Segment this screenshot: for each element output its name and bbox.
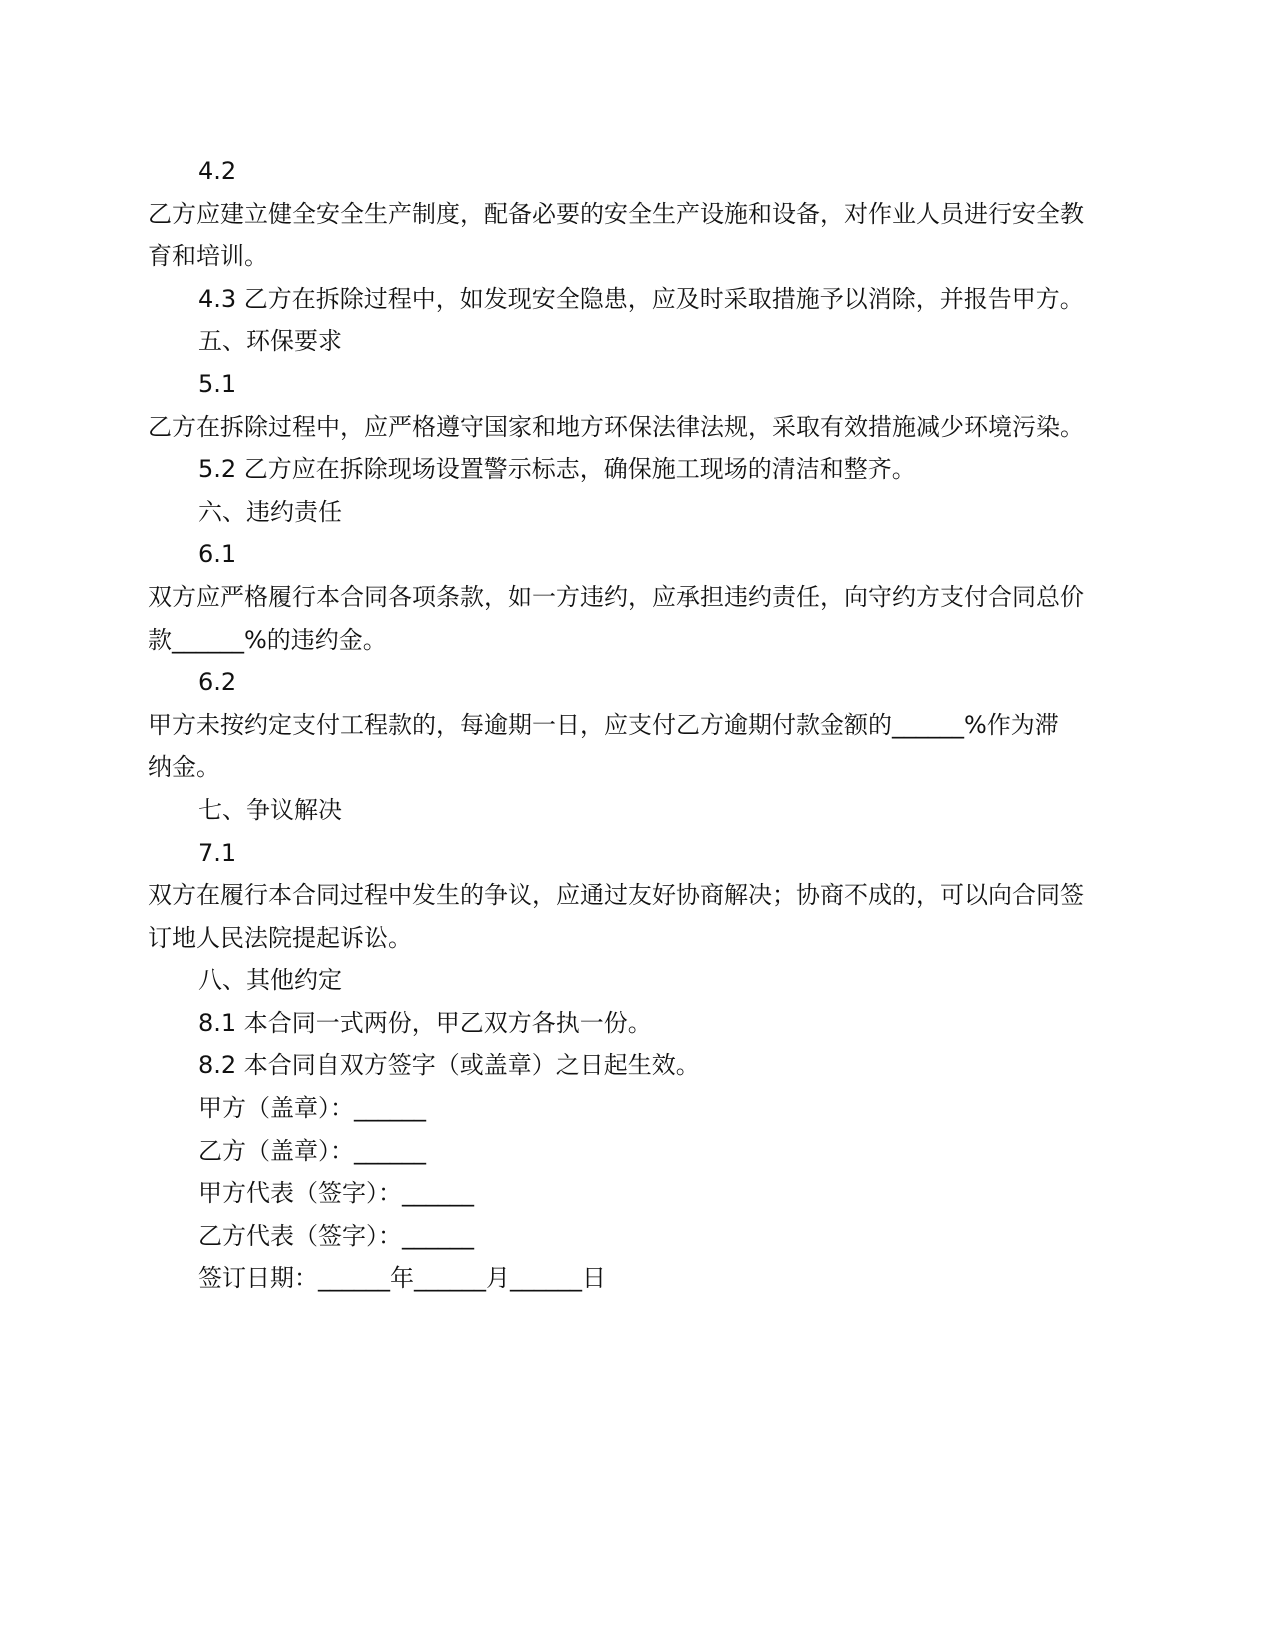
clause-6-1-number: 6.1 [198,540,237,569]
clause-4-3: 4.3 乙方在拆除过程中，如发现安全隐患，应及时采取措施予以消除，并报告甲方。 [198,284,1084,313]
clause-6-2-text-line-2: 纳金。 [148,753,220,782]
section-7-heading: 七、争议解决 [198,795,342,824]
clause-5-1-number: 5.1 [198,369,237,398]
section-6-heading: 六、违约责任 [198,497,342,526]
clause-8-1: 8.1 本合同一式两份，甲乙双方各执一份。 [198,1008,652,1037]
party-a-seal-line: 甲方（盖章）：______ [198,1094,426,1123]
clause-4-2-text-line-1: 乙方应建立健全安全生产制度，配备必要的安全生产设施和设备，对作业人员进行安全教 [148,199,1084,228]
clause-6-1-text-line-2: 款______%的违约金。 [148,625,387,654]
clause-4-2-number: 4.2 [198,157,237,185]
clause-4-2-text-line-2: 育和培训。 [148,242,268,271]
contract-document [148,150,1133,1300]
party-b-seal-line: 乙方（盖章）：______ [198,1136,426,1165]
party-a-representative-line: 甲方代表（签字）：______ [198,1179,474,1208]
clause-7-1-text-line-1: 双方在履行本合同过程中发生的争议，应通过友好协商解决；协商不成的，可以向合同签 [148,881,1084,910]
clause-7-1-text-line-2: 订地人民法院提起诉讼。 [148,923,412,952]
clause-8-2: 8.2 本合同自双方签字（或盖章）之日起生效。 [198,1051,700,1080]
signing-date-line: 签订日期：______年______月______日 [198,1264,606,1293]
clause-5-1-text: 乙方在拆除过程中，应严格遵守国家和地方环保法律法规，采取有效措施减少环境污染。 [148,412,1084,441]
clause-6-2-number: 6.2 [198,668,237,697]
party-b-representative-line: 乙方代表（签字）：______ [198,1221,474,1250]
clause-5-2: 5.2 乙方应在拆除现场设置警示标志，确保施工现场的清洁和整齐。 [198,455,916,484]
clause-6-1-text-line-1: 双方应严格履行本合同各项条款，如一方违约，应承担违约责任，向守约方支付合同总价 [148,582,1084,611]
clause-7-1-number: 7.1 [198,838,237,867]
section-5-heading: 五、环保要求 [198,327,342,356]
section-8-heading: 八、其他约定 [198,966,342,995]
clause-6-2-text-line-1: 甲方未按约定支付工程款的，每逾期一日，应支付乙方逾期付款金额的______%作为滞 [148,710,1059,739]
